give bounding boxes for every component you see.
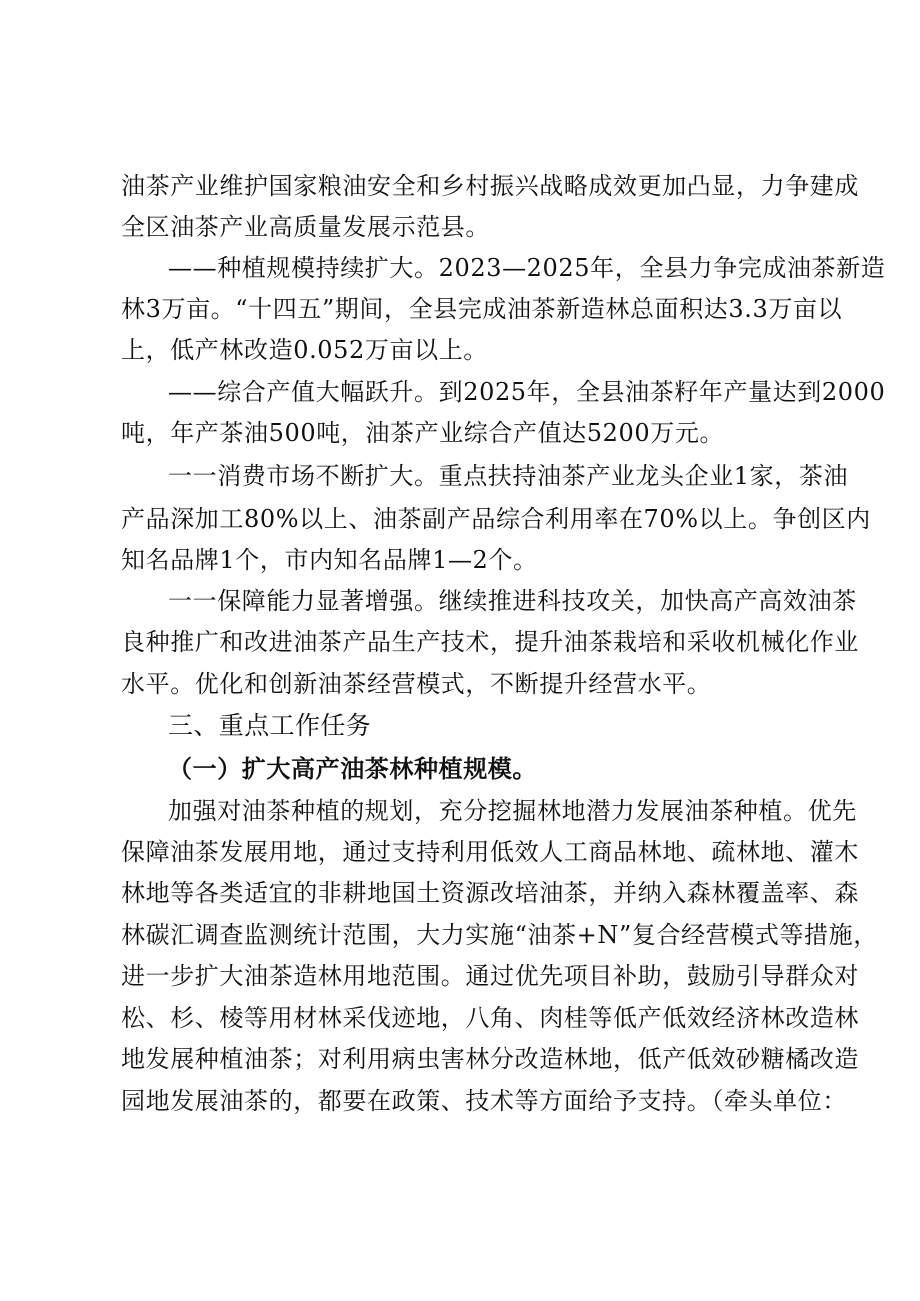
paragraph-line: ——种植规模持续扩大。2023—2025年，全县力争完成油茶新造: [168, 254, 886, 282]
paragraph-line: 林地等各类适宜的非耕地国土资源改培油茶，并纳入森林覆盖率、森: [121, 879, 859, 907]
paragraph-line: 水平。优化和创新油茶经营模式，不断提升经营水平。: [121, 670, 712, 698]
paragraph-line: 加强对油茶种植的规划，充分挖掘林地潜力发展油茶种植。优先: [168, 797, 857, 825]
paragraph-line: 林3万亩。“十四五”期间，全县完成油茶新造林总面积达3.3万亩以: [121, 295, 843, 323]
paragraph-line: 产品深加工80%以上、油茶副产品综合利用率在70%以上。争创区内: [121, 505, 871, 533]
paragraph-line: 地发展种植油茶；对利用病虫害林分改造林地，低产低效砂糖橘改造: [121, 1045, 859, 1073]
paragraph-line: 油茶产业维护国家粮油安全和乡村振兴战略成效更加凸显，力争建成: [121, 172, 859, 200]
paragraph-line: 进一步扩大油茶造林用地范围。通过优先项目补助，鼓励引导群众对: [121, 962, 859, 990]
paragraph-line: 上，低产林改造0.052万亩以上。: [121, 336, 488, 364]
section-heading: 三、重点工作任务: [168, 711, 372, 740]
subsection-heading: （一）扩大高产油茶林种植规模。: [168, 754, 537, 783]
paragraph-line: 园地发展油茶的，都要在政策、技术等方面给予支持。（牵头单位：: [121, 1087, 847, 1115]
paragraph-line: 知名品牌1个，市内知名品牌1—2个。: [121, 546, 538, 574]
paragraph-line: ——综合产值大幅跃升。到2025年，全县油茶籽年产量达到2000: [168, 378, 886, 406]
paragraph-line: 保障油茶发展用地，通过支持利用低效人工商品林地、疏林地、灌木: [121, 838, 859, 866]
paragraph-line: 良种推广和改进油茶产品生产技术，提升油茶栽培和采收机械化作业: [121, 628, 859, 656]
paragraph-line: 吨，年产茶油500吨，油茶产业综合产值达5200万元。: [121, 419, 725, 447]
paragraph-line: 林碳汇调查监测统计范围，大力实施“油茶+N”复合经营模式等措施，: [121, 921, 878, 949]
paragraph-line: 一一消费市场不断扩大。重点扶持油茶产业龙头企业1家，茶油: [168, 462, 849, 490]
paragraph-line: 松、杉、棱等用材林采伐迹地，八角、肉桂等低产低效经济林改造林: [121, 1004, 859, 1032]
paragraph-line: 全区油茶产业高质量发展示范县。: [121, 213, 490, 241]
paragraph-line: 一一保障能力显著增强。继续推进科技攻关，加快高产高效油茶: [168, 587, 857, 615]
